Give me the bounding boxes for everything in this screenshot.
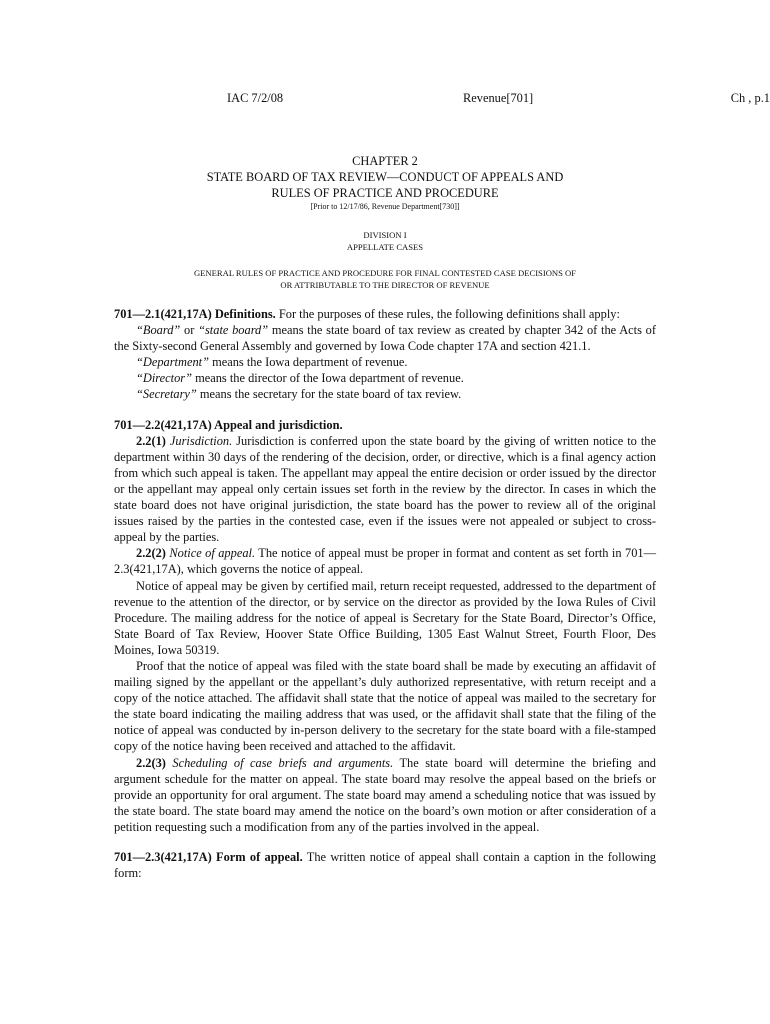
subrule-notice-of-appeal: 2.2(2) Notice of appeal. The notice of appeal must be proper in format and content as set forth in 701—2.3(421,17A), which governs the notice of appeal. <box>114 546 656 577</box>
rule-form-of-appeal: 701—2.3(421,17A) Form of appeal. The written notice of appeal shall contain a caption in the following form: <box>114 850 656 881</box>
division-number: DIVISION I <box>363 230 407 240</box>
header-agency: Revenue[701] <box>463 91 534 105</box>
general-rules-line2: OR ATTRIBUTABLE TO THE DIRECTOR OF REVENUE <box>280 280 490 290</box>
rule-appeal-jurisdiction <box>114 417 656 433</box>
rule-heading: 701—2.2(421,17A) Appeal and jurisdiction. <box>114 417 343 432</box>
header-date: IAC 7/2/08 <box>227 91 284 105</box>
paragraph-proof-of-filing: Proof that the notice of appeal was filed with the state board shall be made by executing an affidavit of mailing signed by the appellant or the appellant’s duly authorized representative, with return receipt and a copy of the notice attached. The affidavit shall state that the notice of appeal was mailed to the secretary for the state board indicating the mailing address that was used, or the affidavit shall state that the filing of the notice of appeal was conducted by in-person delivery to the secretary for the state board with a file-stamped copy of the notice having been received and attached to the affidavit. <box>114 658 656 754</box>
rule-heading: 701—2.1(421,17A) Definitions. <box>114 307 276 321</box>
rule-definitions: 701—2.1(421,17A) Definitions. For the purposes of these rules, the following definitions shall apply: <box>114 307 620 321</box>
subrule-jurisdiction: 2.2(1) Jurisdiction. Jurisdiction is conferred upon the state board by the giving of written notice to the department within 30 days of the rendering of the decision, order, or directive, which is a final agency action from which such appeal is taken. The appellant may appeal the entire decision or order issued by the director or the appellant may appeal only certain issues set forth in the review by the director. In cases in which the state board does not have original jurisdiction, the state board has the power to review all of the original issues raised by the parties in the contested case, even if the issues were not appealed or subject to cross-appeal by the parties. <box>114 433 657 545</box>
rules-text <box>114 306 656 881</box>
document-body <box>114 153 656 881</box>
definition-department: “Department” means the Iowa department of revenue. <box>136 355 408 370</box>
definition-board: “Board” or “state board” means the state board of tax review as created by chapter 342 of the Acts of the Sixty-second General Assembly and governed by Iowa Code chapter 17A and section 421.1. <box>114 323 656 354</box>
subrule-scheduling: 2.2(3) Scheduling of case briefs and arguments. The state board will determine the briefing and argument schedule for the matter on appeal. The state board may resolve the appeal based on the briefs or provide an opportunity for oral argument. The state board may amend a scheduling notice that was issued by the state board. The state board may amend the notice on the board’s own motion or after consideration of a petition requesting such a modification from any of the parties involved in the appeal. <box>114 755 657 834</box>
chapter-title-block <box>114 153 656 291</box>
chapter-title-line2: RULES OF PRACTICE AND PROCEDURE <box>271 186 499 200</box>
definition-director: “Director” means the director of the Iowa department of revenue. <box>136 371 464 386</box>
general-rules-heading <box>114 267 656 291</box>
chapter-number: CHAPTER 2 <box>352 154 418 168</box>
definition-secretary: “Secretary” means the secretary for the state board of tax review. <box>136 387 462 402</box>
prior-note: [Prior to 12/17/86, Revenue Department[730]] <box>310 202 460 211</box>
rule-heading: 701—2.3(421,17A) Form of appeal. <box>114 850 303 864</box>
paragraph-notice-delivery: Notice of appeal may be given by certified mail, return receipt requested, addressed to the department of revenue to the attention of the director, or by service on the director as provided by the Iowa Rules of Civil Procedure. The mailing address for the notice of appeal is Secretary for the State Board, Director’s Office, State Board of Tax Review, Hoover State Office Building, 1305 East Walnut Street, Fourth Floor, Des Moines, Iowa 50319. <box>114 578 656 657</box>
header-page: Ch , p.1 <box>730 91 770 105</box>
general-rules-line1: GENERAL RULES OF PRACTICE AND PROCEDURE FOR FINAL CONTESTED CASE DECISIONS OF <box>193 268 577 278</box>
chapter-title-line1: STATE BOARD OF TAX REVIEW—CONDUCT OF APPEALS AND <box>206 170 564 184</box>
division-heading <box>114 229 656 253</box>
division-subtitle: APPELLATE CASES <box>346 242 424 252</box>
